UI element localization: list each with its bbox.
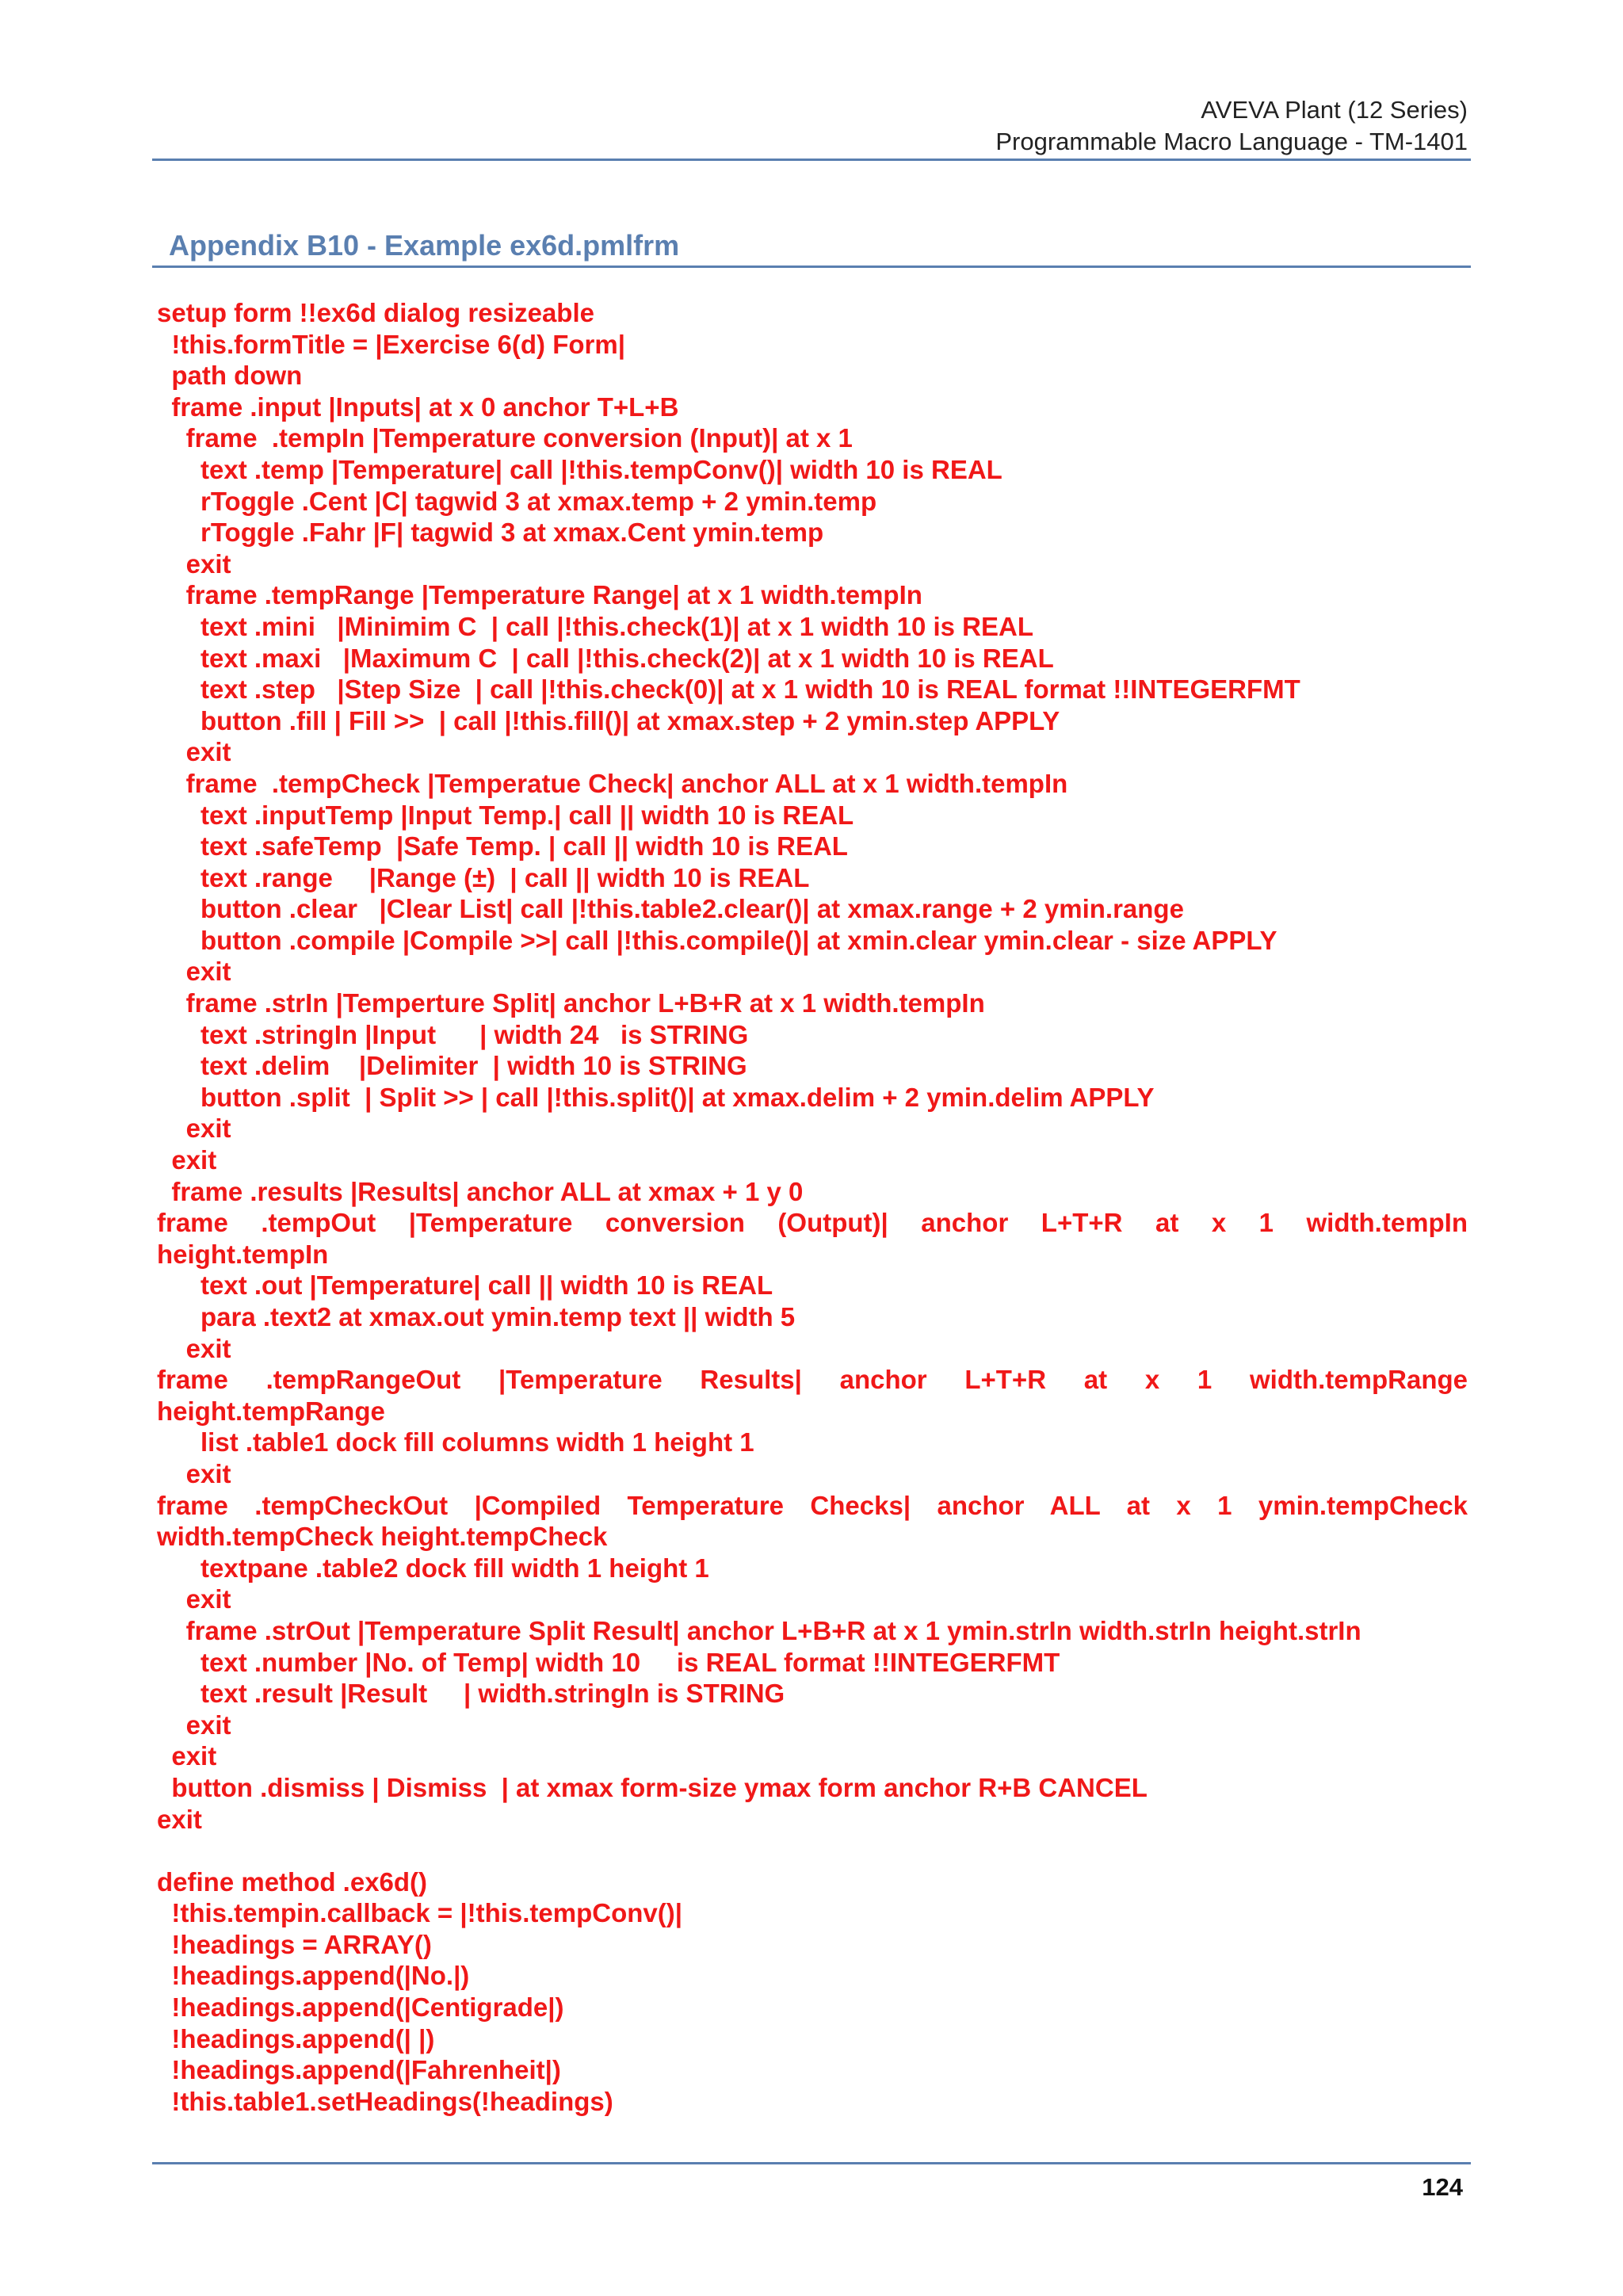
code-line: para .text2 at xmax.out ymin.temp text || width 5 (157, 1302, 796, 1331)
code-line: height.tempIn (157, 1239, 329, 1269)
code-line: button .compile |Compile >>| call |!this.compile()| at xmin.clear ymin.clear - size APPLY (157, 925, 1277, 955)
code-line: frame .tempIn |Temperature conversion (Input)| at x 1 (157, 423, 853, 453)
code-line: button .dismiss | Dismiss | at xmax form-size ymax form anchor R+B CANCEL (157, 1772, 1148, 1802)
code-line: exit (157, 1710, 231, 1740)
code-line: exit (157, 1458, 231, 1488)
code-line: frame .results |Results| anchor ALL at xmax + 1 y 0 (157, 1176, 804, 1206)
section-title: Appendix B10 - Example ex6d.pmlfrm (169, 229, 680, 262)
code-line: text .number |No. of Temp| width 10 is REAL format !!INTEGERFMT (157, 1647, 1060, 1677)
code-line: !headings.append(|Centigrade|) (157, 1992, 564, 2023)
code-line: setup form !!ex6d dialog resizeable (157, 298, 594, 327)
code-line: exit (157, 1145, 217, 1175)
code-line: text .mini |Minimim C | call |!this.check(1)| at x 1 width 10 is REAL (157, 611, 1034, 641)
code-line: exit (157, 957, 231, 987)
code-line: rToggle .Cent |C| tagwid 3 at xmax.temp + 2 ymin.temp (157, 486, 877, 516)
code-line: path down (157, 361, 303, 391)
code-line: !headings = ARRAY() (157, 1929, 432, 1959)
code-line: !this.tempin.callback = |!this.tempConv()| (157, 1898, 682, 1928)
code-line: text .step |Step Size | call |!this.check(0)| at x 1 width 10 is REAL format !!INTEGERFMT (157, 674, 1300, 705)
code-line: width.tempCheck height.tempCheck (157, 1522, 608, 1552)
header-course-title: Programmable Macro Language - TM-1401 (995, 128, 1468, 155)
code-line: button .clear |Clear List| call |!this.table2.clear()| at xmax.range + 2 ymin.range (157, 894, 1184, 924)
code-line: text .maxi |Maximum C | call |!this.check(2)| at x 1 width 10 is REAL (157, 643, 1054, 673)
code-line: exit (157, 548, 231, 579)
code-line: text .result |Result | width.stringIn is STRING (157, 1679, 785, 1709)
code-line: frame .tempOut |Temperature conversion (Output)| anchor L+T+R at x 1 width.tempIn (157, 1208, 1468, 1238)
footer-divider (152, 2162, 1471, 2164)
code-line: text .temp |Temperature| call |!this.tempConv()| width 10 is REAL (157, 454, 1002, 484)
code-line: exit (157, 1333, 231, 1363)
code-line: text .inputTemp |Input Temp.| call || width 10 is REAL (157, 800, 854, 830)
code-line: define method .ex6d() (157, 1866, 428, 1897)
code-line: frame .tempRange |Temperature Range| at x 1 width.tempIn (157, 580, 922, 610)
code-line: button .split | Split >> | call |!this.split()| at xmax.delim + 2 ymin.delim APPLY (157, 1082, 1155, 1112)
code-line: text .out |Temperature| call || width 10 is REAL (157, 1270, 773, 1301)
code-line: height.tempRange (157, 1396, 385, 1426)
code-line: text .stringIn |Input | width 24 is STRING (157, 1019, 749, 1049)
code-line (157, 1835, 1468, 1866)
code-line: !headings.append(| |) (157, 2023, 435, 2053)
code-line: exit (157, 737, 231, 767)
code-line: !headings.append(|No.|) (157, 1961, 470, 1991)
code-line: rToggle .Fahr |F| tagwid 3 at xmax.Cent ymin.temp (157, 518, 824, 548)
code-line: frame .tempCheck |Temperatue Check| anchor ALL at x 1 width.tempIn (157, 768, 1068, 798)
code-line: exit (157, 1114, 231, 1144)
code-line: text .delim |Delimiter | width 10 is STRING (157, 1051, 747, 1081)
code-line: frame .strIn |Temperture Split| anchor L+B+R at x 1 width.tempIn (157, 988, 985, 1018)
code-line: textpane .table2 dock fill width 1 height 1 (157, 1553, 709, 1583)
code-line: exit (157, 1584, 231, 1614)
section-divider (152, 266, 1471, 268)
header-divider (152, 159, 1471, 161)
code-line: frame .tempRangeOut |Temperature Results| anchor L+T+R at x 1 width.tempRange (157, 1365, 1468, 1395)
code-line: text .safeTemp |Safe Temp. | call || width 10 is REAL (157, 831, 848, 861)
code-line: text .range |Range (±) | call || width 10 is REAL (157, 862, 810, 892)
code-listing (157, 297, 1468, 2117)
code-line: exit (157, 1804, 202, 1834)
code-line: !this.formTitle = |Exercise 6(d) Form| (157, 329, 625, 359)
code-line: list .table1 dock fill columns width 1 height 1 (157, 1427, 754, 1457)
code-line: frame .strOut |Temperature Split Result| anchor L+B+R at x 1 ymin.strIn width.strIn height.strIn (157, 1615, 1361, 1645)
code-line: frame .input |Inputs| at x 0 anchor T+L+B (157, 392, 679, 422)
code-line: !this.table1.setHeadings(!headings) (157, 2086, 613, 2116)
page-number: 124 (1422, 2173, 1463, 2201)
header-product: AVEVA Plant (12 Series) (1201, 96, 1468, 124)
code-line: button .fill | Fill >> | call |!this.fill()| at xmax.step + 2 ymin.step APPLY (157, 705, 1060, 735)
code-line: frame .tempCheckOut |Compiled Temperature Checks| anchor ALL at x 1 ymin.tempCheck (157, 1490, 1468, 1520)
code-line: exit (157, 1741, 217, 1771)
code-line: !headings.append(|Fahrenheit|) (157, 2055, 561, 2085)
